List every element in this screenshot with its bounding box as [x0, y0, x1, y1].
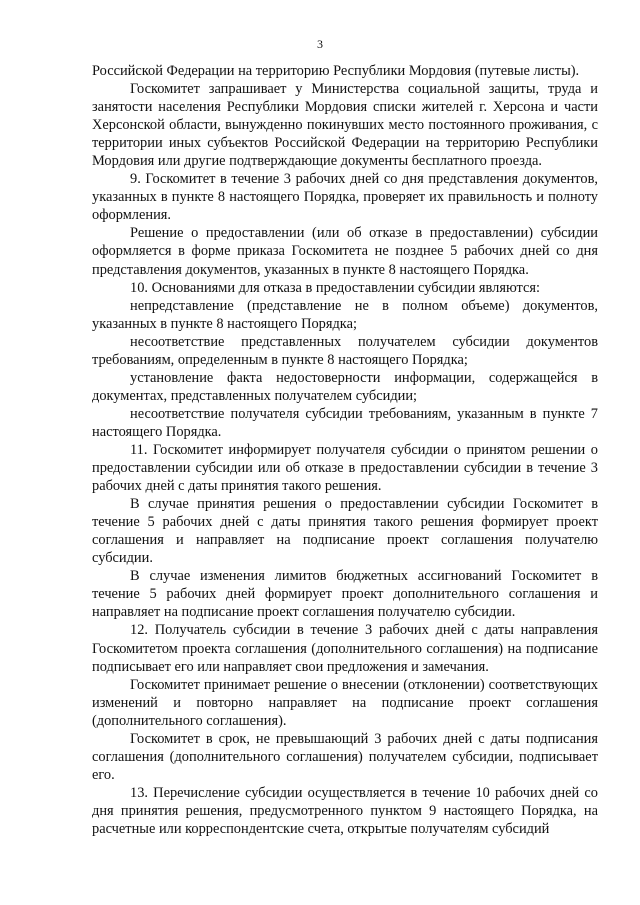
paragraph-agreement-draft: В случае принятия решения о предоставлении субсидии Госкомитет в течение 5 рабочих дней с даты принятия такого решения формирует проект соглашения и направляет на подписание проект соглашения получателю субсидии.: [92, 496, 598, 567]
paragraph-item-13: 13. Перечисление субсидии осуществляется в течение 10 рабочих дней со дня принятия решения, предусмотренного пунктом 9 настоящего Порядка, на расчетные или корреспондентские счета, открытые получателям субсидий: [92, 784, 598, 837]
paragraph-item-12: 12. Получатель субсидии в течение 3 рабочих дней с даты направления Госкомитетом проекта соглашения (дополнительного соглашения) на подписание подписывает его или направляет свои предложения и замечания.: [92, 622, 598, 675]
paragraph-request-lists: Госкомитет запрашивает у Министерства социальной защиты, труда и занятости населения Республики Мордовия списки жителей г. Херсона и части Херсонской области, вынужденно покинувших место постоянного проживания, с территории иных субъектов Российской Федерации на территорию Республики Мордовия или другие подтверждающие документы бесплатного проезда.: [92, 81, 598, 170]
paragraph-item-9: 9. Госкомитет в течение 3 рабочих дней со дня представления документов, указанных в пункте 8 настоящего Порядка, проверяет их правильность и полноту оформления.: [92, 171, 598, 224]
paragraph-budget-limits: В случае изменения лимитов бюджетных ассигнований Госкомитет в течение 5 рабочих дней формирует проект дополнительного соглашения и направляет на подписание проект соглашения получателю субсидии.: [92, 568, 598, 621]
document-body: [92, 62, 598, 838]
paragraph-changes-decision: Госкомитет принимает решение о внесении (отклонении) соответствующих изменений и повторно направляет на подписание проект соглашения (дополнительного соглашения).: [92, 676, 598, 729]
paragraph-refusal-reason-1: непредставление (представление не в полном объеме) документов, указанных в пункте 8 настоящего Порядка;: [92, 297, 598, 332]
paragraph-decision-form: Решение о предоставлении (или об отказе в предоставлении) субсидии оформляется в форме приказа Госкомитета не позднее 5 рабочих дней со дня представления документов, указанных в пункте 8 настоящего Порядка.: [92, 225, 598, 278]
page-number: 3: [317, 37, 323, 51]
paragraph-refusal-reason-2: несоответствие представленных получателем субсидии документов требованиям, определенным в пункте 8 настоящего Порядка;: [92, 333, 598, 368]
paragraph-refusal-reason-3: установление факта недостоверности информации, содержащейся в документах, представленных получателем субсидии;: [92, 369, 598, 404]
paragraph-item-11: 11. Госкомитет информирует получателя субсидии о принятом решении о предоставлении субсидии или об отказе в предоставлении субсидии в течение 3 рабочих дней с даты принятия такого решения.: [92, 441, 598, 495]
paragraph-item-10: 10. Основаниями для отказа в предоставлении субсидии являются:: [130, 279, 540, 296]
paragraph-continuation: Российской Федерации на территорию Республики Мордовия (путевые листы).: [92, 63, 580, 79]
paragraph-refusal-reason-4: несоответствие получателя субсидии требованиям, указанным в пункте 7 настоящего Порядка.: [92, 405, 598, 440]
paragraph-signing: Госкомитет в срок, не превышающий 3 рабочих дней с даты подписания соглашения (дополнительного соглашения) получателем субсидии, подписывает его.: [92, 730, 598, 783]
